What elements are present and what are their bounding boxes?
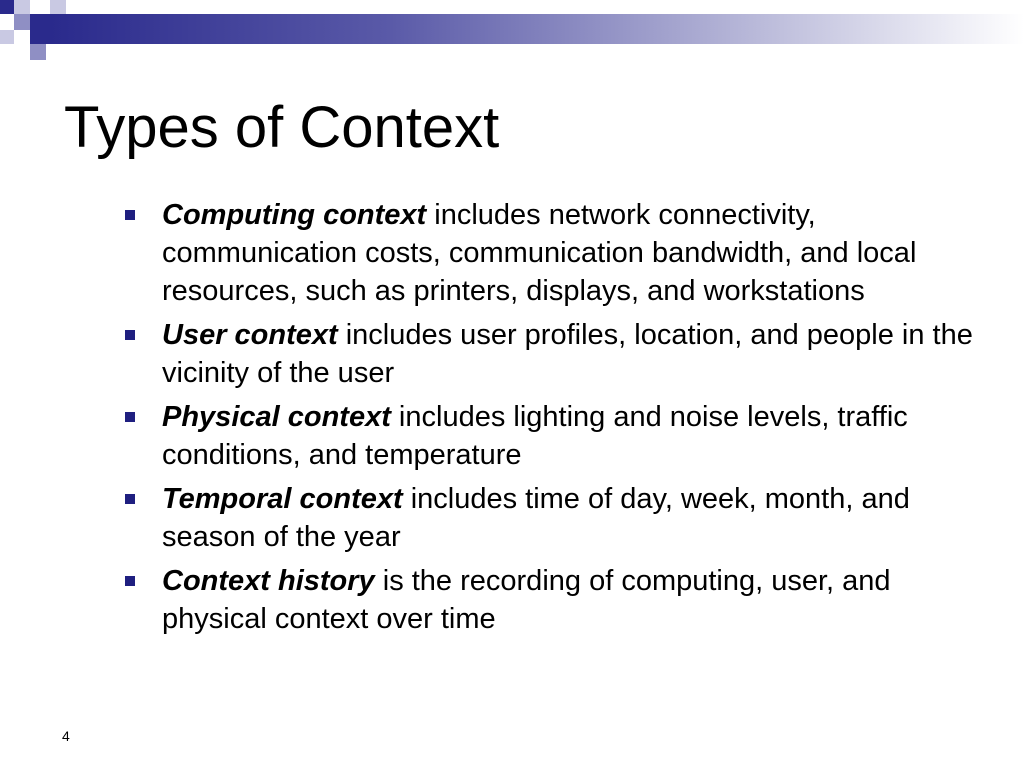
bullet-text: includes network connectivity, communication costs, communication bandwidth, and local resources, such as printers, displays, and workstations	[162, 199, 917, 307]
bullet-term: Context history	[162, 565, 375, 597]
bullet-item	[122, 480, 982, 556]
bullet-term: User context	[162, 319, 338, 351]
square-bullet-icon	[125, 412, 135, 422]
decor-square	[0, 0, 14, 14]
bullet-term: Computing context	[162, 199, 427, 231]
square-bullet-icon	[125, 210, 135, 220]
square-bullet-icon	[125, 330, 135, 340]
bullet-text: is the recording of computing, user, and physical context over time	[162, 565, 891, 635]
decor-square	[14, 14, 30, 30]
bullet-list	[122, 196, 982, 644]
square-bullet-icon	[125, 576, 135, 586]
bullet-item	[122, 398, 982, 474]
page-number: 4	[62, 728, 70, 744]
bullet-item	[122, 196, 982, 310]
bullet-text: includes time of day, week, month, and season of the year	[162, 483, 910, 553]
decor-square	[14, 30, 30, 44]
decor-square	[14, 0, 30, 14]
square-bullet-icon	[125, 494, 135, 504]
decor-square	[50, 0, 66, 14]
bullet-term: Physical context	[162, 401, 391, 433]
decor-square	[0, 30, 14, 44]
slide-title: Types of Context	[64, 95, 500, 160]
header-gradient-bar	[50, 14, 1024, 44]
bullet-text: includes lighting and noise levels, traffic conditions, and temperature	[162, 401, 908, 471]
bullet-term: Temporal context	[162, 483, 403, 515]
bullet-item	[122, 562, 982, 638]
bullet-text: includes user profiles, location, and people in the vicinity of the user	[162, 319, 973, 389]
decor-square	[30, 44, 46, 60]
decor-square	[30, 14, 50, 44]
bullet-item	[122, 316, 982, 392]
